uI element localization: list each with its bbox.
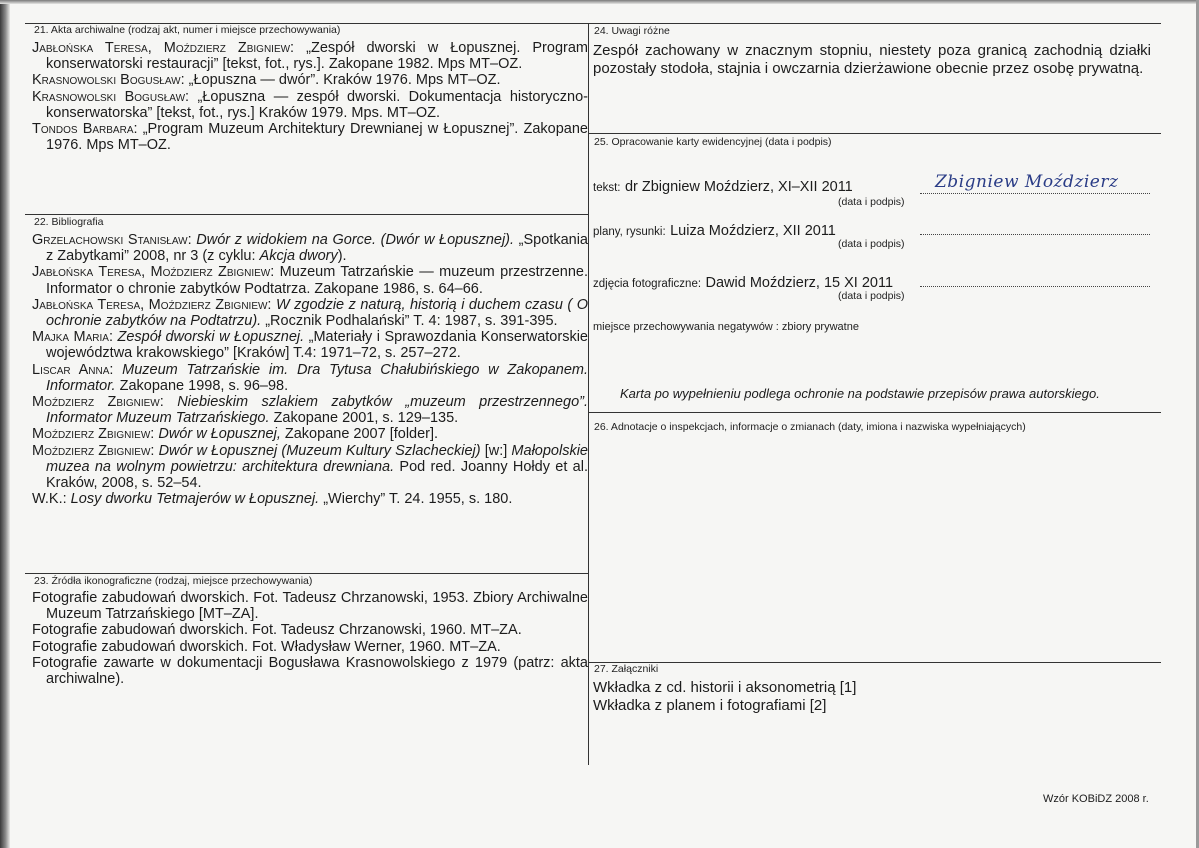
entry-title: Dwór z widokiem na Gorce. (Dwór w Łopusznej). xyxy=(191,232,515,248)
entry-author: Krasnowolski Bogusław: xyxy=(32,72,185,89)
entry-text: „Łopuszna — zespół dworski. Dokumentacja historyczno-konserwatorska” [tekst, fot., rys.] Kraków 1979. Mps. MT–OZ. xyxy=(46,88,588,121)
rule-24-25 xyxy=(588,133,1161,134)
archival-entry xyxy=(32,89,588,121)
section-27-header: 27. Załączniki xyxy=(594,663,659,675)
entry-text: Pod red. Joanny Hołdy et al. Kraków, 2008, s. 52–54. xyxy=(46,458,588,492)
section-22-bibliography xyxy=(32,232,588,507)
bibliography-entry xyxy=(32,394,588,426)
text-author-row xyxy=(593,178,853,196)
entry-text: Zakopane 2001, s. 129–135. xyxy=(269,410,459,427)
section-24-header: 24. Uwagi różne xyxy=(594,25,670,37)
drawings-label: plany, rysunki: xyxy=(593,226,666,238)
bibliography-entry xyxy=(32,329,588,361)
entry-text: [w:] xyxy=(480,442,512,459)
entry-author: Moździerz Zbigniew: xyxy=(32,426,155,443)
entry-title: Małopolskie muzea na wolnym powietrzu: architektura drewniana. xyxy=(46,442,588,475)
entry-text: Zakopane 2007 [folder]. xyxy=(280,426,439,443)
entry-author: Jabłońska Teresa, Moździerz Zbigniew: xyxy=(32,40,295,56)
rule-25-26 xyxy=(588,412,1161,413)
rule-21-22 xyxy=(25,214,588,215)
bibliography-entry xyxy=(32,443,588,492)
text-author-label: tekst: xyxy=(593,182,621,194)
drawings-row xyxy=(593,222,836,240)
rule-26-27 xyxy=(588,662,1161,663)
entry-author: Jabłońska Teresa, Moździerz Zbigniew: xyxy=(32,264,275,281)
attachment-item: Wkładka z planem i fotografiami [2] xyxy=(593,696,827,714)
entry-title: Niebieskim szlakiem zabytków „muzeum przestrzennego”. Informator Muzeum Tatrzańskiego. xyxy=(46,394,588,427)
bibliography-entry xyxy=(32,264,588,296)
section-27-attachments xyxy=(593,679,856,714)
section-23-iconographic-sources xyxy=(32,590,588,687)
text-author-value: dr Zbigniew Moździerz, XI–XII 2011 xyxy=(624,179,853,195)
entry-author: Majka Maria: xyxy=(32,329,114,346)
archival-entry xyxy=(32,121,588,153)
entry-author: Moździerz Zbigniew: xyxy=(32,442,155,459)
date-sign-caption: (data i podpis) xyxy=(838,196,905,208)
drawings-value: Luiza Moździerz, XII 2011 xyxy=(670,223,836,239)
entry-text: „Program Muzeum Architektury Drewnianej w Łopusznej”. Zakopane 1976. Mps MT–OZ. xyxy=(46,121,588,154)
entry-text: „Rocznik Podhalański” T. 4: 1987, s. 391-395. xyxy=(261,313,558,330)
entry-author: Jabłońska Teresa, Moździerz Zbigniew: xyxy=(32,296,272,313)
iconographic-entry: Fotografie zabudowań dworskich. Fot. Tadeusz Chrzanowski, 1960. MT–ZA. xyxy=(32,622,522,639)
entry-text: „Materiały i Sprawozdania Konserwatorskie województwa krakowskiego” [Kraków] T.4: 1971–72, s. 257–272. xyxy=(46,329,588,362)
photos-value: Dawid Moździerz, 15 XI 2011 xyxy=(705,275,894,291)
entry-author: Moździerz Zbigniew: xyxy=(32,394,164,411)
section-24-notes: Zespół zachowany w znacznym stopniu, niestety poza granicą zachodnią działki pozostały stodoła, stajnia i owczarnia dzierżawione obecnie przez osobę prywatną. xyxy=(593,42,1151,77)
iconographic-entry: Fotografie zabudowań dworskich. Fot. Władysław Werner, 1960. MT–ZA. xyxy=(32,638,501,655)
section-21-archival-records xyxy=(32,40,588,153)
entry-title: Dwór w Łopusznej (Muzeum Kultury Szlacheckiej) xyxy=(154,442,481,459)
bibliography-entry xyxy=(32,232,588,264)
entry-title: Losy dworku Tetmajerów w Łopusznej. xyxy=(66,491,320,508)
section-22-header: 22. Bibliografia xyxy=(34,216,104,228)
entry-title: Akcja dwory xyxy=(259,248,338,265)
entry-text: „Wierchy” T. 24. 1955, s. 180. xyxy=(319,491,513,508)
bibliography-entry xyxy=(32,362,588,394)
entry-text: Muzeum Tatrzańskie — muzeum przestrzenne. Informator o chronie zabytków Podtatrza. Zakopane 1986, s. 64–66. xyxy=(46,264,588,297)
attachment-item: Wkładka z cd. historii i aksonometrią [1] xyxy=(593,679,857,696)
negatives-location: miejsce przechowywania negatywów : zbiory prywatne xyxy=(593,321,859,333)
entry-text: „Spotkania z Zabytkami” 2008, nr 3 (z cyklu: xyxy=(46,232,588,265)
entry-author: Tondos Barbara: xyxy=(32,121,138,138)
date-sign-caption: (data i podpis) xyxy=(838,238,905,250)
section-26-header: 26. Adnotacje o inspekcjach, informacje o zmianach (daty, imiona i nazwiska wypełniających) xyxy=(594,421,1026,433)
iconographic-entry: Fotografie zabudowań dworskich. Fot. Tadeusz Chrzanowski, 1953. Zbiory Archiwalne Muzeum Tatrzańskiego [MT–ZA]. xyxy=(32,590,588,623)
bibliography-entry xyxy=(32,297,588,329)
entry-title: Muzeum Tatrzańskie im. Dra Tytusa Chałubińskiego w Zakopanem. Informator. xyxy=(46,361,589,394)
date-sign-caption: (data i podpis) xyxy=(838,290,905,302)
archival-entry xyxy=(32,72,588,88)
entry-text: ). xyxy=(337,248,347,265)
entry-title: Zespół dworski w Łopusznej. xyxy=(113,329,305,346)
column-divider xyxy=(588,23,589,765)
section-23-header: 23. Źródła ikonograficzne (rodzaj, miejsce przechowywania) xyxy=(34,575,313,587)
entry-author: W.K.: xyxy=(32,491,67,508)
entry-author: Liscar Anna: xyxy=(32,361,114,378)
entry-title: W zgodzie z naturą, historią i duchem czasu ( O ochronie zabytków na Podtatrzu). xyxy=(46,296,588,330)
entry-text: Zakopane 1998, s. 96–98. xyxy=(115,377,289,394)
bibliography-entry xyxy=(32,426,588,442)
archival-entry xyxy=(32,40,588,72)
entry-text: „Łopuszna — dwór”. Kraków 1976. Mps MT–OZ. xyxy=(184,72,501,89)
iconographic-entry: Fotografie zawarte w dokumentacji Bogusława Krasnowolskiego z 1979 (patrz: akta archiwalne). xyxy=(32,654,588,688)
entry-title: Dwór w Łopusznej, xyxy=(154,426,281,443)
entry-author: Grzelachowski Stanisław: xyxy=(32,232,192,248)
bibliography-entry xyxy=(32,491,588,507)
section-21-header: 21. Akta archiwalne (rodzaj akt, numer i miejsce przechowywania) xyxy=(34,24,341,36)
entry-author: Krasnowolski Bogusław: xyxy=(32,88,190,105)
entry-text: „Zespół dworski w Łopusznej. Program konserwatorski restauracji” [tekst, fot., rys.]. Zakopane 1982. Mps MT–OZ. xyxy=(46,40,588,73)
copyright-notice: Karta po wypełnieniu podlega ochronie na podstawie przepisów prawa autorskiego. xyxy=(620,386,1100,401)
section-25-header: 25. Opracowanie karty ewidencyjnej (data i podpis) xyxy=(594,136,832,148)
rule-22-23 xyxy=(25,573,588,574)
signature: Zbigniew Moździerz xyxy=(935,172,1119,192)
photos-label: zdjęcia fotograficzne: xyxy=(593,278,702,290)
form-template-footer: Wzór KOBiDZ 2008 r. xyxy=(1043,793,1149,805)
